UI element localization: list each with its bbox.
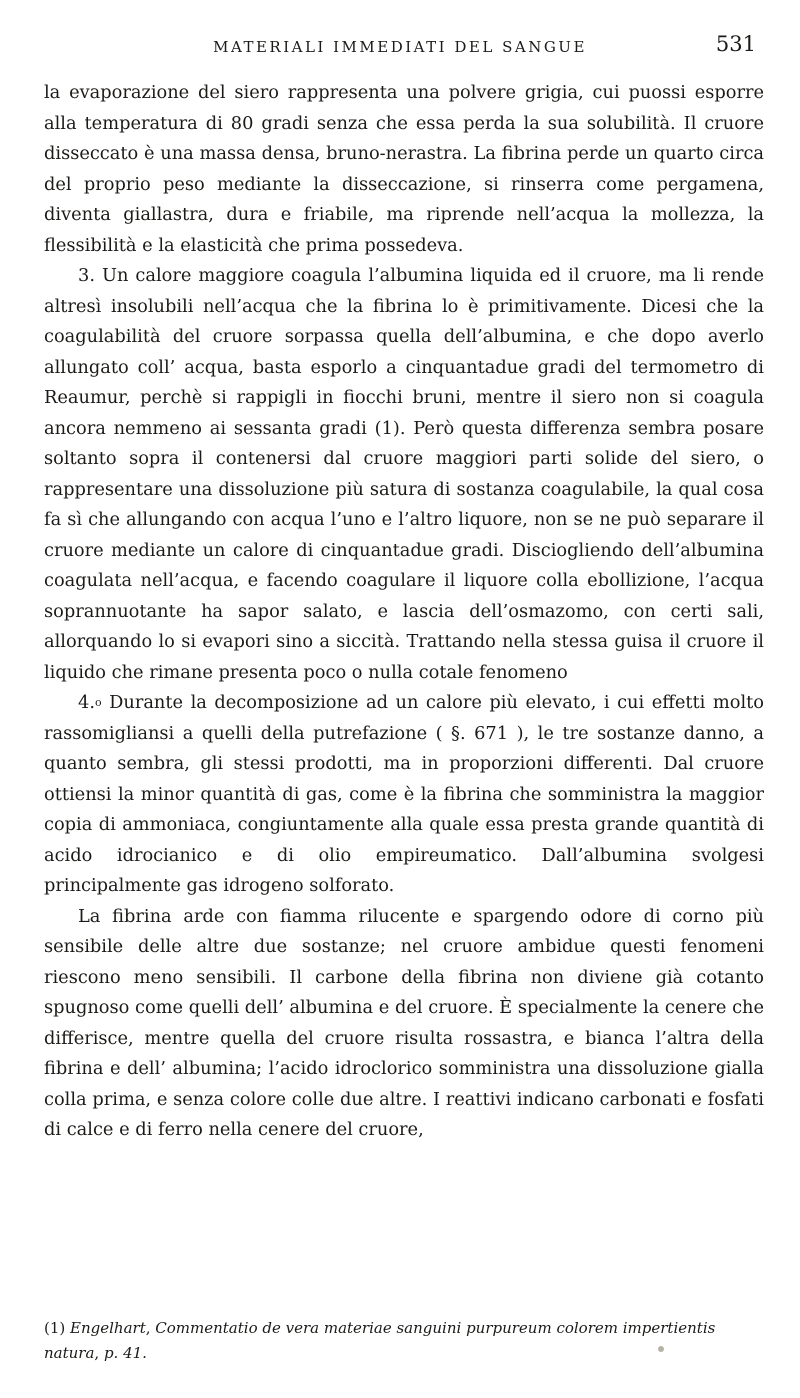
paragraph-3-number: 4. xyxy=(78,692,95,713)
footnote-marker: (1) xyxy=(44,1319,66,1337)
paragraph-3-number-sup: o xyxy=(94,696,102,709)
running-title: MATERIALI IMMEDIATI DEL SANGUE xyxy=(213,38,587,56)
paragraph-2: 3. Un calore maggiore coagula l’albumina liquida ed il cruore, ma li rende altresì insolubili nell’acqua che la fibrina lo è primitivamente. Dicesi che la coagulabilità del cruore sorpassa quella dell’albumina, e che dopo averlo allungato coll’ acqua, basta esporlo a cinquantadue gradi del termometro di Reaumur, perchè si rappigli in fiocchi bruni, mentre il siero non si coagula ancora nemmeno ai sessanta gradi (1). Però questa differenza sembra posare soltanto sopra il contenersi dal cruore maggiori parti solide del siero, o rappresentare una dissoluzione più satura di sostanza coagulabile, la qual cosa fa sì che allungando con acqua l’uno e l’altro liquore, non se ne può separare il cruore mediante un calore di cinquantadue gradi. Disciogliendo dell’albumina coagulata nell’acqua, e facendo coagulare il liquore colla ebollizione, l’acqua soprannuotante ha sapor salato, e lascia dell’osmazomo, con certi sali, allorquando lo si evapori sino a siccità. Trattando nella stessa guisa il cruore il liquido che rimane presenta poco o nulla cotale fenomeno xyxy=(44,265,764,683)
paragraph-1: la evaporazione del siero rappresenta una polvere grigia, cui puossi esporre alla temperatura di 80 gradi senza che essa perda la sua solubilità. Il cruore disseccato è una massa densa, bruno-nerastra. La fibrina perde un quarto circa del proprio peso mediante la disseccazione, si rinserra come pergamena, diventa giallastra, dura e friabile, ma riprende nell’acqua la mollezza, la flessibilità e la elasticità che prima possedeva. xyxy=(44,82,764,256)
paper-spot xyxy=(658,1346,664,1352)
footnote-author: Engelhart xyxy=(70,1319,146,1337)
page-header xyxy=(0,32,800,68)
body-text xyxy=(44,78,764,1146)
footnote: (1) Engelhart, Commentatio de vera materiae sanguini purpureum colorem impertientis natura, p. 41. xyxy=(44,1319,716,1362)
footnote-title: Commentatio de vera materiae sanguini purpureum colorem impertientis natura xyxy=(44,1319,716,1362)
footnote-page: p. 41. xyxy=(103,1344,147,1362)
page-number: 531 xyxy=(715,32,756,56)
paragraph-4: La fibrina arde con fiamma rilucente e spargendo odore di corno più sensibile delle altre due sostanze; nel cruore ambidue questi fenomeni riescono meno sensibili. Il carbone della fibrina non diviene già cotanto spugnoso come quelli dell’ albumina e del cruore. È specialmente la cenere che differisce, mentre quella del cruore risulta rossastra, e bianca l’altra della fibrina e dell’ albumina; l’acido idroclorico somministra una dissoluzione gialla colla prima, e senza colore colle due altre. I reattivi indicano carbonati e fosfati di calce e di ferro nella cenere del cruore, xyxy=(44,905,764,1140)
paragraph-3-text: Durante la decomposizione ad un calore più elevato, i cui effetti molto rassomigliansi a quelli della putrefazione ( §. 671 ), le tre sostanze danno, a quanto sembra, gli stessi prodotti, ma in proporzioni differenti. Dal cruore ottiensi la minor quantità di gas, come è la fibrina che somministra la maggior copia di ammoniaca, congiuntamente alla quale essa presta grande quantità di acido idrocianico e di olio empireumatico. Dall’albumina svolgesi principalmente gas idrogeno solforato. xyxy=(44,692,765,896)
paragraph-3 xyxy=(44,688,764,902)
